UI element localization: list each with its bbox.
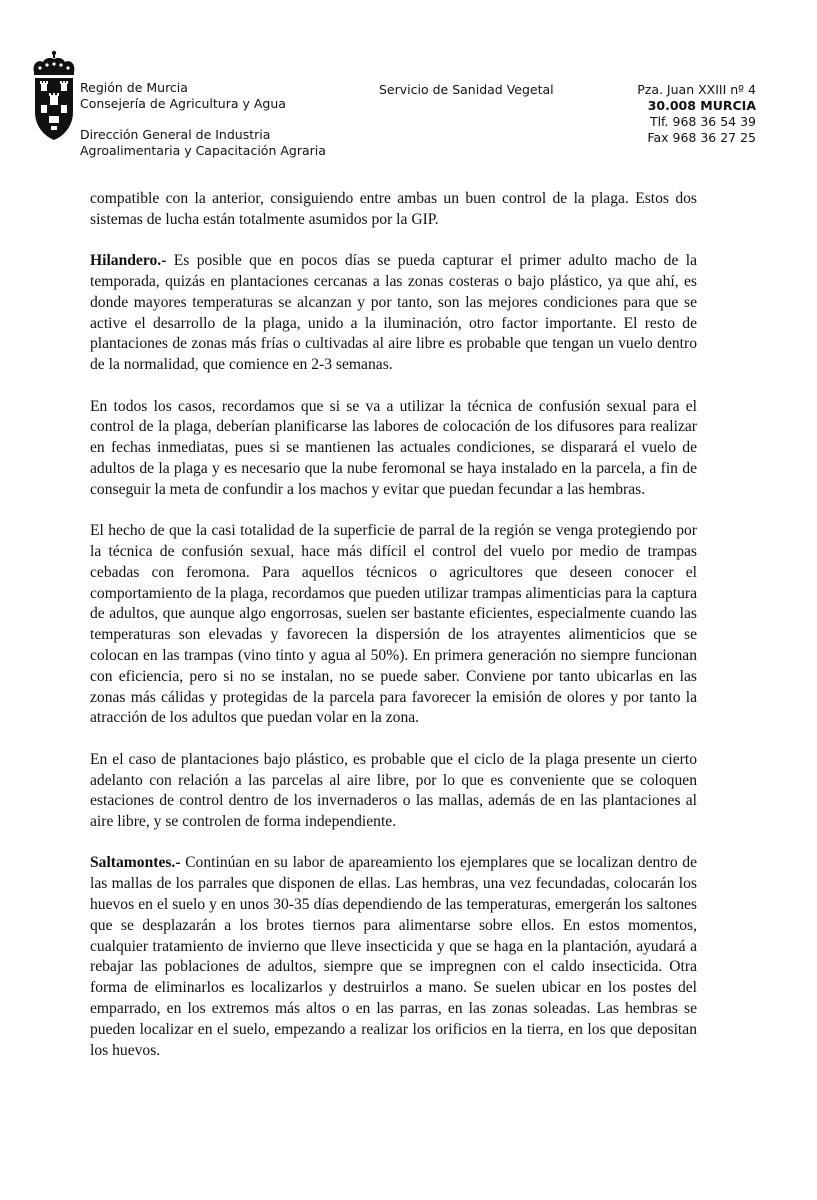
- paragraph-text: compatible con la anterior, consiguiendo entre ambas un buen control de la plaga. Estos dos sistemas de lucha están totalmente asumidos por la GIP.: [90, 190, 697, 228]
- dept-line-2: Agroalimentaria y Capacitación Agraria: [80, 143, 326, 158]
- contact-address: [637, 82, 756, 146]
- paragraph-text: Continúan en su labor de apareamiento los ejemplares que se localizan dentro de las mallas de los parrales que disponen de ellas. Las hembras, una vez fecundadas, colocarán los huevos en el suelo y en unos 30-35 días dependiendo de las temperaturas, emergerán los saltones que se desplazarán a los brotes tiernos para alimentarse sobre ellos. En estos momentos, cualquier tratamiento de invierno que lleve insecticida y que se haga en la plantación, ayudará a rebajar las poblaciones de adultos, siempre que se impregnen con el caldo insecticida. Otra forma de eliminarlos es localizarlos y destruirlos a mano. Se suelen ubicar en los postes del emparrado, en los extremos más altos o en las parras, en las zonas soleadas. Las hembras se pueden localizar en el suelo, empezando a realizar los orificios en la tierra, en los que depositan los huevos.: [90, 854, 697, 1059]
- paragraph-text: En todos los casos, recordamos que si se va a utilizar la técnica de confusión sexual para el control de la plaga, deberían planificarse las labores de colocación de los difusores para realizar en fechas inmediatas, pues si se mantienen las actuales condiciones, se disparará el vuelo de adultos de la plaga y es necesario que la nube feromonal se haya instalado en la parcela, a fin de conseguir la meta de confundir a los machos y evitar que puedan fecundar a las hembras.: [90, 397, 697, 498]
- paragraph: [90, 397, 697, 501]
- org-ministry: Consejería de Agricultura y Agua: [80, 96, 286, 111]
- address-fax: Fax 968 36 27 25: [647, 130, 756, 145]
- paragraph-saltamontes: [90, 853, 697, 1061]
- letterhead: [0, 0, 817, 170]
- paragraph: [90, 521, 697, 729]
- paragraph-text: El hecho de que la casi totalidad de la superficie de parral de la región se venga protegiendo por la técnica de confusión sexual, hace más difícil el control del vuelo por medio de trampas cebadas con feromona. Para aquellos técnicos o agricultores que deseen conocer el comportamiento de la plaga, recordamos que pueden utilizar trampas alimenticias para la captura de adultos, que aunque algo engorrosas, suelen ser bastante eficientes, especialmente cuando las temperaturas son elevadas y favorecen la dispersión de los atrayentes alimenticios que se colocan en las trampas (vino tinto y agua al 50%). En primera generación no siempre funcionan con eficiencia, pero si no se instalan, no se puede saber. Conviene por tanto ubicarlas en las zonas más cálidas y protegidas de la parcela para favorecer la emisión de olores y por tanto la atracción de los adultos que puedan volar en la zona.: [90, 522, 697, 727]
- org-region: Región de Murcia: [80, 80, 188, 95]
- document-body: [90, 189, 697, 1082]
- address-street: Pza. Juan XXIII nº 4: [637, 82, 756, 97]
- paragraph-text: En el caso de plantaciones bajo plástico, es probable que el ciclo de la plaga presente un cierto adelanto con relación a las parcelas al aire libre, por lo que es conveniente que se coloquen estaciones de control dentro de los invernaderos o las mallas, además de en las plantaciones al aire libre, y se controlen de forma independiente.: [90, 750, 697, 831]
- paragraph: [90, 750, 697, 833]
- section-heading: Saltamontes.-: [90, 854, 181, 872]
- address-phone: Tlf. 968 36 54 39: [649, 114, 756, 129]
- department-name: [80, 127, 380, 159]
- service-name: Servicio de Sanidad Vegetal: [379, 82, 554, 97]
- address-city: 30.008 MURCIA: [647, 98, 756, 113]
- dept-line-1: Dirección General de Industria: [80, 127, 271, 142]
- section-heading: Hilandero.-: [90, 252, 167, 270]
- paragraph-text: Es posible que en pocos días se pueda capturar el primer adulto macho de la temporada, quizás en plantaciones cercanas a las zonas costeras o bajo plástico, ya que ahí, es donde mayores temperaturas se alcanzan y por tanto, son las mejores condiciones para que se active el desarrollo de la plaga, unido a la iluminación, otro factor importante. El resto de plantaciones de zonas más frías o cultivadas al aire libre es probable que tengan un vuelo dentro de la normalidad, que comience en 2-3 semanas.: [90, 252, 697, 374]
- organization-name: [80, 80, 370, 112]
- paragraph: [90, 189, 697, 231]
- paragraph-hilandero: [90, 251, 697, 376]
- murcia-coat-of-arms-icon: [30, 50, 78, 142]
